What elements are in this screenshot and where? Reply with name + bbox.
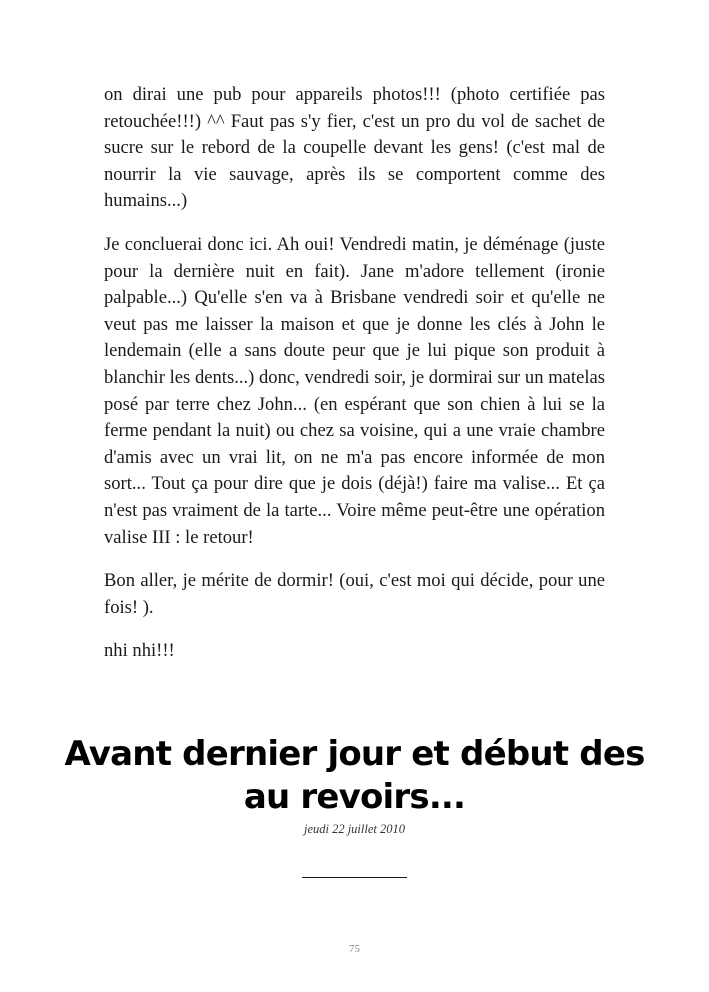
chapter-date: jeudi 22 juillet 2010 xyxy=(303,822,406,836)
separator-line xyxy=(302,877,407,878)
body-text xyxy=(104,82,605,682)
chapter-title: Avant dernier jour et début des au revoirs... xyxy=(64,734,645,817)
page-number: 75 xyxy=(349,943,360,955)
paragraph-3: Bon aller, je mérite de dormir! (oui, c'est moi qui décide, pour une fois! ). xyxy=(104,570,605,618)
paragraph-4: nhi nhi!!! xyxy=(104,640,175,662)
paragraph-2: Je concluerai donc ici. Ah oui! Vendredi matin, je déménage (juste pour la dernière nuit en fait). Jane m'adore tellement (ironie palpable...) Qu'elle s'en va à Brisbane vendredi soir et qu'elle ne veut pas me laisser la maison et que je donne les clés à John le lendemain (elle a sans doute peur que je lui pique son produit à blanchir les dents...) donc, vendredi soir, je dormirai sur un matelas posé par terre chez John... (en espérant que son chien à lui se la ferme pendant la nuit) ou chez sa voisine, qui a une vraie chambre d'amis avec un vrai lit, on ne m'a pas encore informée de mon sort... Tout ça pour dire que je dois (déjà!) faire ma valise... Et ça n'est pas vraiment de la tarte... Voire même peut-être une opération valise III : le retour! xyxy=(104,233,605,548)
paragraph-1: on dirai une pub pour appareils photos!!! (photo certifiée pas retouchée!!!) ^^ Faut pas s'y fier, c'est un pro du vol de sachet de sucre sur le rebord de la coupelle devant les gens! (c'est mal de nourrir la vie sauvage, après ils se comportent comme des humains...) xyxy=(104,84,605,212)
